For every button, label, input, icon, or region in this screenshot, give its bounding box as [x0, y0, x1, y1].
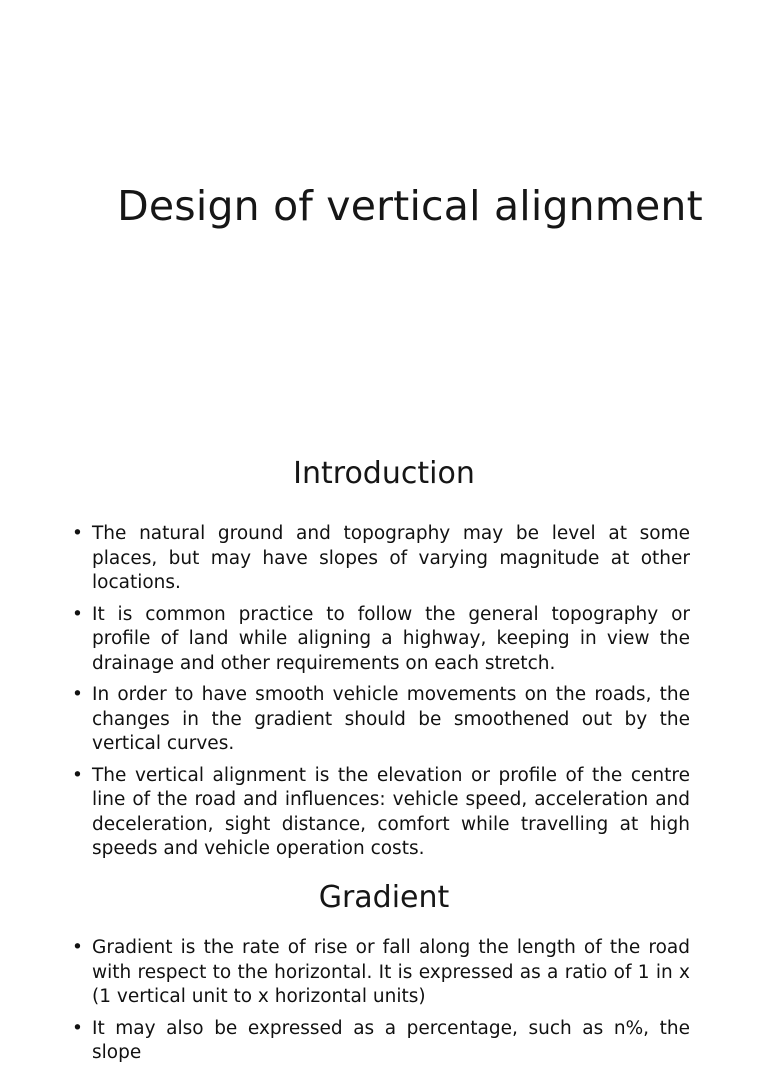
introduction-bullet-list [70, 522, 690, 869]
slide-title: Design of vertical alignment [117, 182, 703, 230]
bullet-item: • In order to have smooth vehicle movements on the roads, the changes in the gradient should be smoothened out by the vertical curves. [70, 683, 690, 757]
bullet-item: • It may also be expressed as a percentage, such as n%, the slope [70, 1017, 690, 1066]
bullet-item: • Gradient is the rate of rise or fall along the length of the road with respect to the horizontal. It is expressed as a ratio of 1 in x (1 vertical unit to x horizontal units) [70, 936, 690, 1010]
bullet-item: • The vertical alignment is the elevation or profile of the centre line of the road and influences: vehicle speed, acceleration and deceleration, sight distance, comfort while travelling at high speeds and vehicle operation costs. [70, 764, 690, 862]
section-heading-gradient: Gradient [318, 880, 450, 915]
gradient-bullet-list [70, 936, 690, 1073]
bullet-item: • It is common practice to follow the general topography or profile of land while aligning a highway, keeping in view the drainage and other requirements on each stretch. [70, 603, 690, 677]
bullet-item: • The natural ground and topography may be level at some places, but may have slopes of varying magnitude at other locations. [70, 522, 690, 596]
section-heading-introduction: Introduction [293, 456, 475, 491]
